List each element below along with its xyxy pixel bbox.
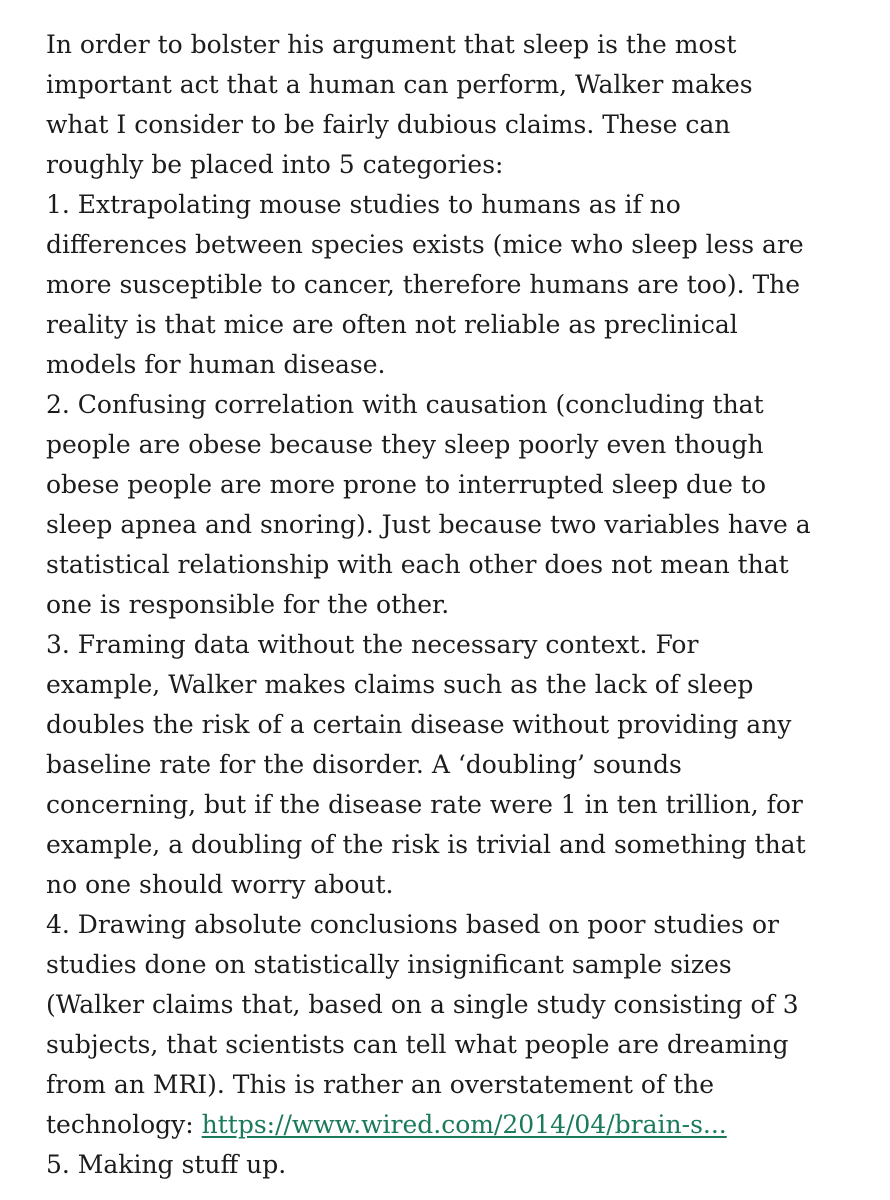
text-line: reality is that mice are often not reliable as preclinical bbox=[46, 310, 738, 339]
text-line: In order to bolster his argument that sleep is the most bbox=[46, 30, 737, 59]
text-line-with-link bbox=[46, 1105, 876, 1145]
text-line: differences between species exists (mice who sleep less are bbox=[46, 230, 804, 259]
text-line: more susceptible to cancer, therefore humans are too). The bbox=[46, 270, 801, 299]
text-line: example, Walker makes claims such as the lack of sleep bbox=[46, 670, 754, 699]
text-line: concerning, but if the disease rate were 1 in ten trillion, for bbox=[46, 790, 803, 819]
list-item-1 bbox=[46, 185, 876, 385]
text-line: studies done on statistically insignificant sample sizes bbox=[46, 950, 732, 979]
wired-article-link[interactable]: https://www.wired.com/2014/04/brain-s... bbox=[201, 1110, 727, 1139]
list-item-5 bbox=[46, 1145, 876, 1185]
text-line: no one should worry about. bbox=[46, 870, 394, 899]
text-line: one is responsible for the other. bbox=[46, 590, 450, 619]
text-line: 4. Drawing absolute conclusions based on poor studies or bbox=[46, 910, 779, 939]
intro-paragraph bbox=[46, 25, 876, 185]
text-line: statistical relationship with each other does not mean that bbox=[46, 550, 789, 579]
text-line: 2. Confusing correlation with causation (concluding that bbox=[46, 390, 764, 419]
text-line: what I consider to be fairly dubious claims. These can bbox=[46, 110, 731, 139]
text-line: 5. Making stuff up. bbox=[46, 1150, 287, 1179]
text-line: example, a doubling of the risk is trivial and something that bbox=[46, 830, 806, 859]
text-line: subjects, that scientists can tell what people are dreaming bbox=[46, 1030, 789, 1059]
text-line: (Walker claims that, based on a single study consisting of 3 bbox=[46, 990, 799, 1019]
text-line: important act that a human can perform, Walker makes bbox=[46, 70, 753, 99]
text-line: sleep apnea and snoring). Just because two variables have a bbox=[46, 510, 811, 539]
text-line: from an MRI). This is rather an overstatement of the bbox=[46, 1070, 715, 1099]
list-item-3 bbox=[46, 625, 876, 905]
text-line: obese people are more prone to interrupted sleep due to bbox=[46, 470, 766, 499]
text-line: roughly be placed into 5 categories: bbox=[46, 150, 504, 179]
list-item-2 bbox=[46, 385, 876, 625]
link-prefix-text: technology: bbox=[46, 1110, 202, 1139]
text-line: models for human disease. bbox=[46, 350, 386, 379]
text-line: people are obese because they sleep poorly even though bbox=[46, 430, 764, 459]
text-line: 1. Extrapolating mouse studies to humans as if no bbox=[46, 190, 681, 219]
article-body bbox=[46, 25, 876, 1185]
list-item-4 bbox=[46, 905, 876, 1145]
text-line: baseline rate for the disorder. A ‘doubling’ sounds bbox=[46, 750, 682, 779]
text-line: 3. Framing data without the necessary context. For bbox=[46, 630, 699, 659]
text-line: doubles the risk of a certain disease without providing any bbox=[46, 710, 792, 739]
